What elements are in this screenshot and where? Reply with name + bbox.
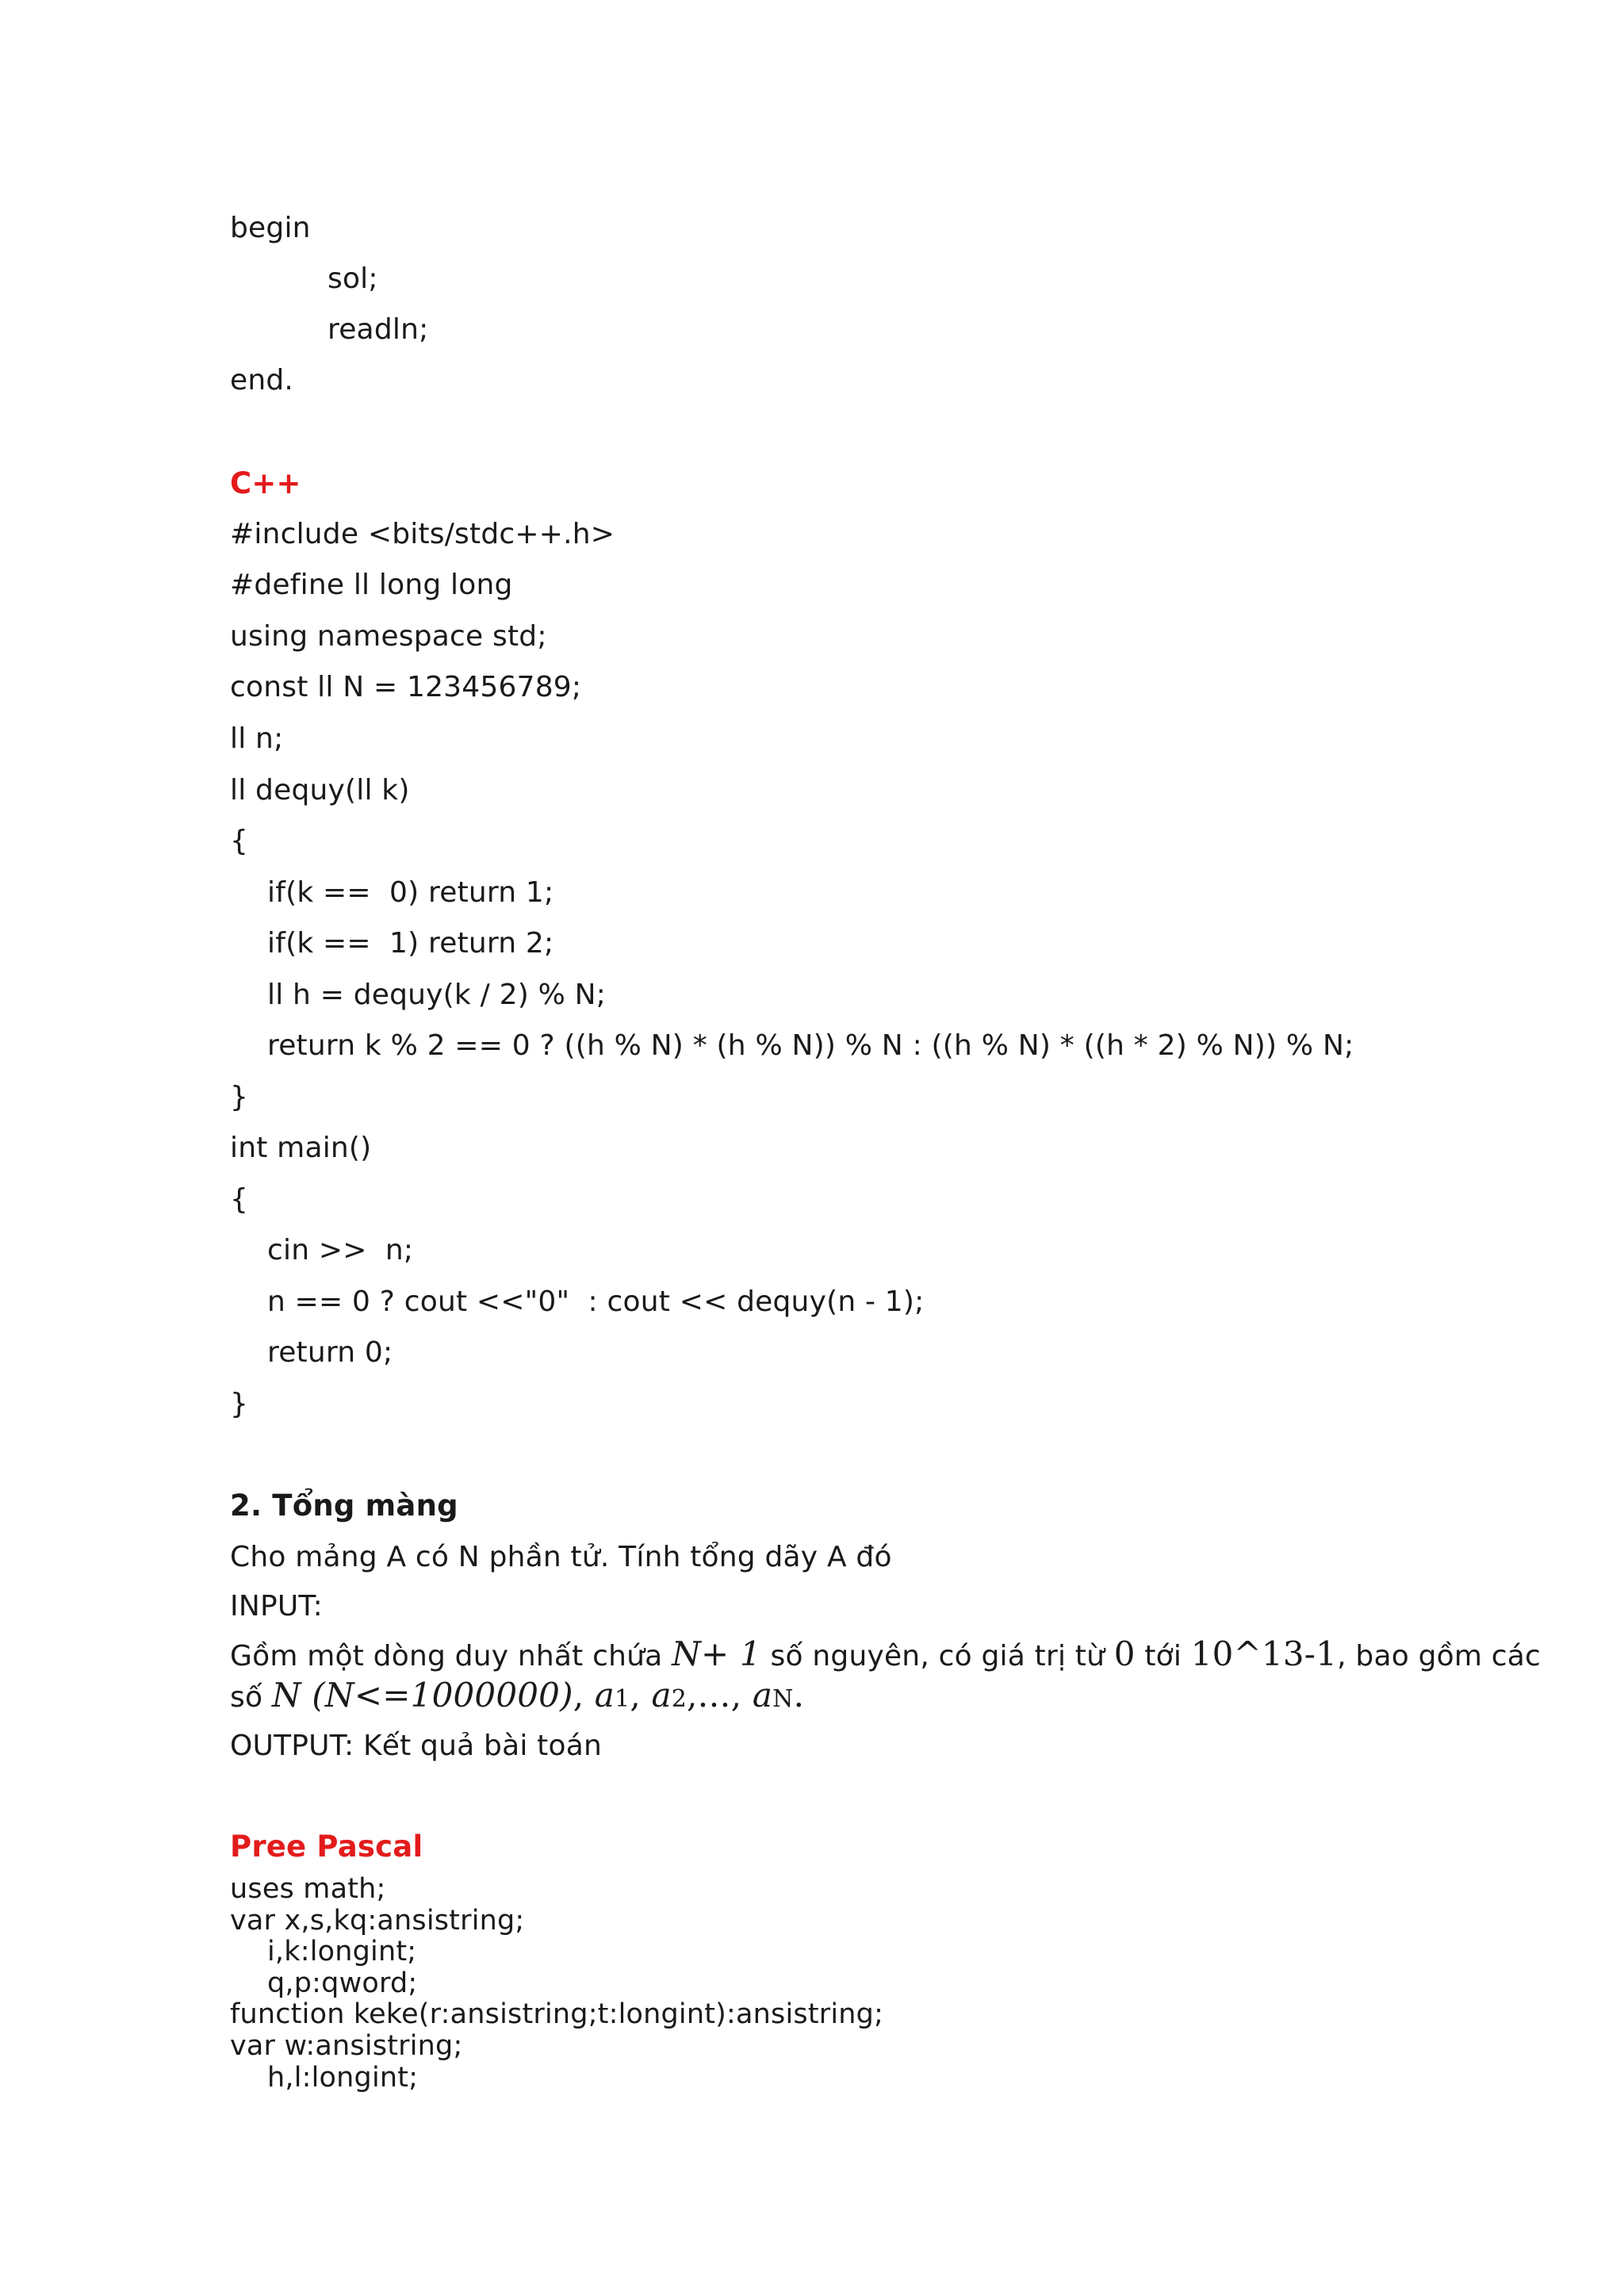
input-label: INPUT: [230, 1590, 323, 1623]
math-run: a [752, 1676, 773, 1715]
problem-heading: 2. Tổng màng [230, 1488, 458, 1523]
math-run: ,…, [687, 1676, 753, 1715]
code-line: n == 0 ? cout <<"0" : cout << dequy(n - 1); [267, 1285, 925, 1318]
code-line: return k % 2 == 0 ? ((h % N) * (h % N)) % N : ((h % N) * ((h * 2) % N)) % N; [267, 1029, 1354, 1062]
code-line: ll n; [230, 722, 284, 755]
code-line: i,k:longint; [267, 1936, 417, 1967]
math-run: . [793, 1676, 805, 1715]
text-run: số [230, 1681, 272, 1714]
math-subscript: N [772, 1685, 794, 1713]
code-line: function keke(r:ansistring;t:longint):ansistring; [230, 1998, 884, 2030]
code-line: h,l:longint; [267, 2062, 419, 2094]
text-run: , bao gồm các [1337, 1640, 1542, 1672]
text-run: tới [1135, 1640, 1191, 1672]
code-line: ll dequy(ll k) [230, 774, 410, 807]
code-line: const ll N = 123456789; [230, 671, 582, 703]
math-run: N+ 1 [672, 1634, 761, 1673]
code-line: #define ll long long [230, 569, 513, 601]
math-run: , [630, 1676, 652, 1715]
code-line: } [230, 1388, 249, 1420]
code-line: q,p:qword; [267, 1967, 418, 1999]
section-heading-cpp: C++ [230, 466, 301, 500]
code-line: int main() [230, 1132, 372, 1164]
code-line: var x,s,kq:ansistring; [230, 1905, 525, 1937]
input-description-line-2 [230, 1678, 804, 1717]
code-line: cin >> n; [267, 1234, 414, 1266]
math-subscript: 1 [615, 1685, 630, 1713]
math-subscript: 2 [671, 1685, 687, 1713]
code-line: end. [230, 364, 294, 397]
code-line: if(k == 1) return 2; [267, 927, 554, 960]
code-line: { [230, 825, 249, 857]
output-description: OUTPUT: Kết quả bài toán [230, 1730, 603, 1762]
math-run: , [573, 1676, 595, 1715]
code-line: var w:ansistring; [230, 2030, 463, 2062]
code-line: using namespace std; [230, 620, 547, 653]
text-run: Gồm một dòng duy nhất chứa [230, 1640, 672, 1672]
code-line: begin [230, 212, 311, 244]
problem-statement: Cho mảng A có N phần tử. Tính tổng dãy A đó [230, 1541, 892, 1573]
code-line: uses math; [230, 1873, 386, 1905]
section-heading-pascal: Pree Pascal [230, 1829, 423, 1864]
input-description-line-1 [230, 1634, 1542, 1674]
code-line: { [230, 1183, 249, 1216]
text-run: số nguyên, có giá trị từ [760, 1640, 1114, 1672]
math-run: 10^13-1 [1190, 1634, 1338, 1673]
math-run: a [594, 1676, 615, 1715]
code-line: } [230, 1081, 249, 1113]
math-run: 0 [1113, 1634, 1136, 1673]
math-run: a [651, 1676, 672, 1715]
code-line: sol; [327, 262, 378, 295]
code-line: ll h = dequy(k / 2) % N; [267, 979, 607, 1011]
code-line: #include <bits/stdc++.h> [230, 518, 615, 550]
code-line: if(k == 0) return 1; [267, 876, 554, 909]
code-line: return 0; [267, 1336, 393, 1369]
math-run: N (N<=1000000) [271, 1676, 573, 1715]
code-line: readln; [327, 313, 429, 346]
